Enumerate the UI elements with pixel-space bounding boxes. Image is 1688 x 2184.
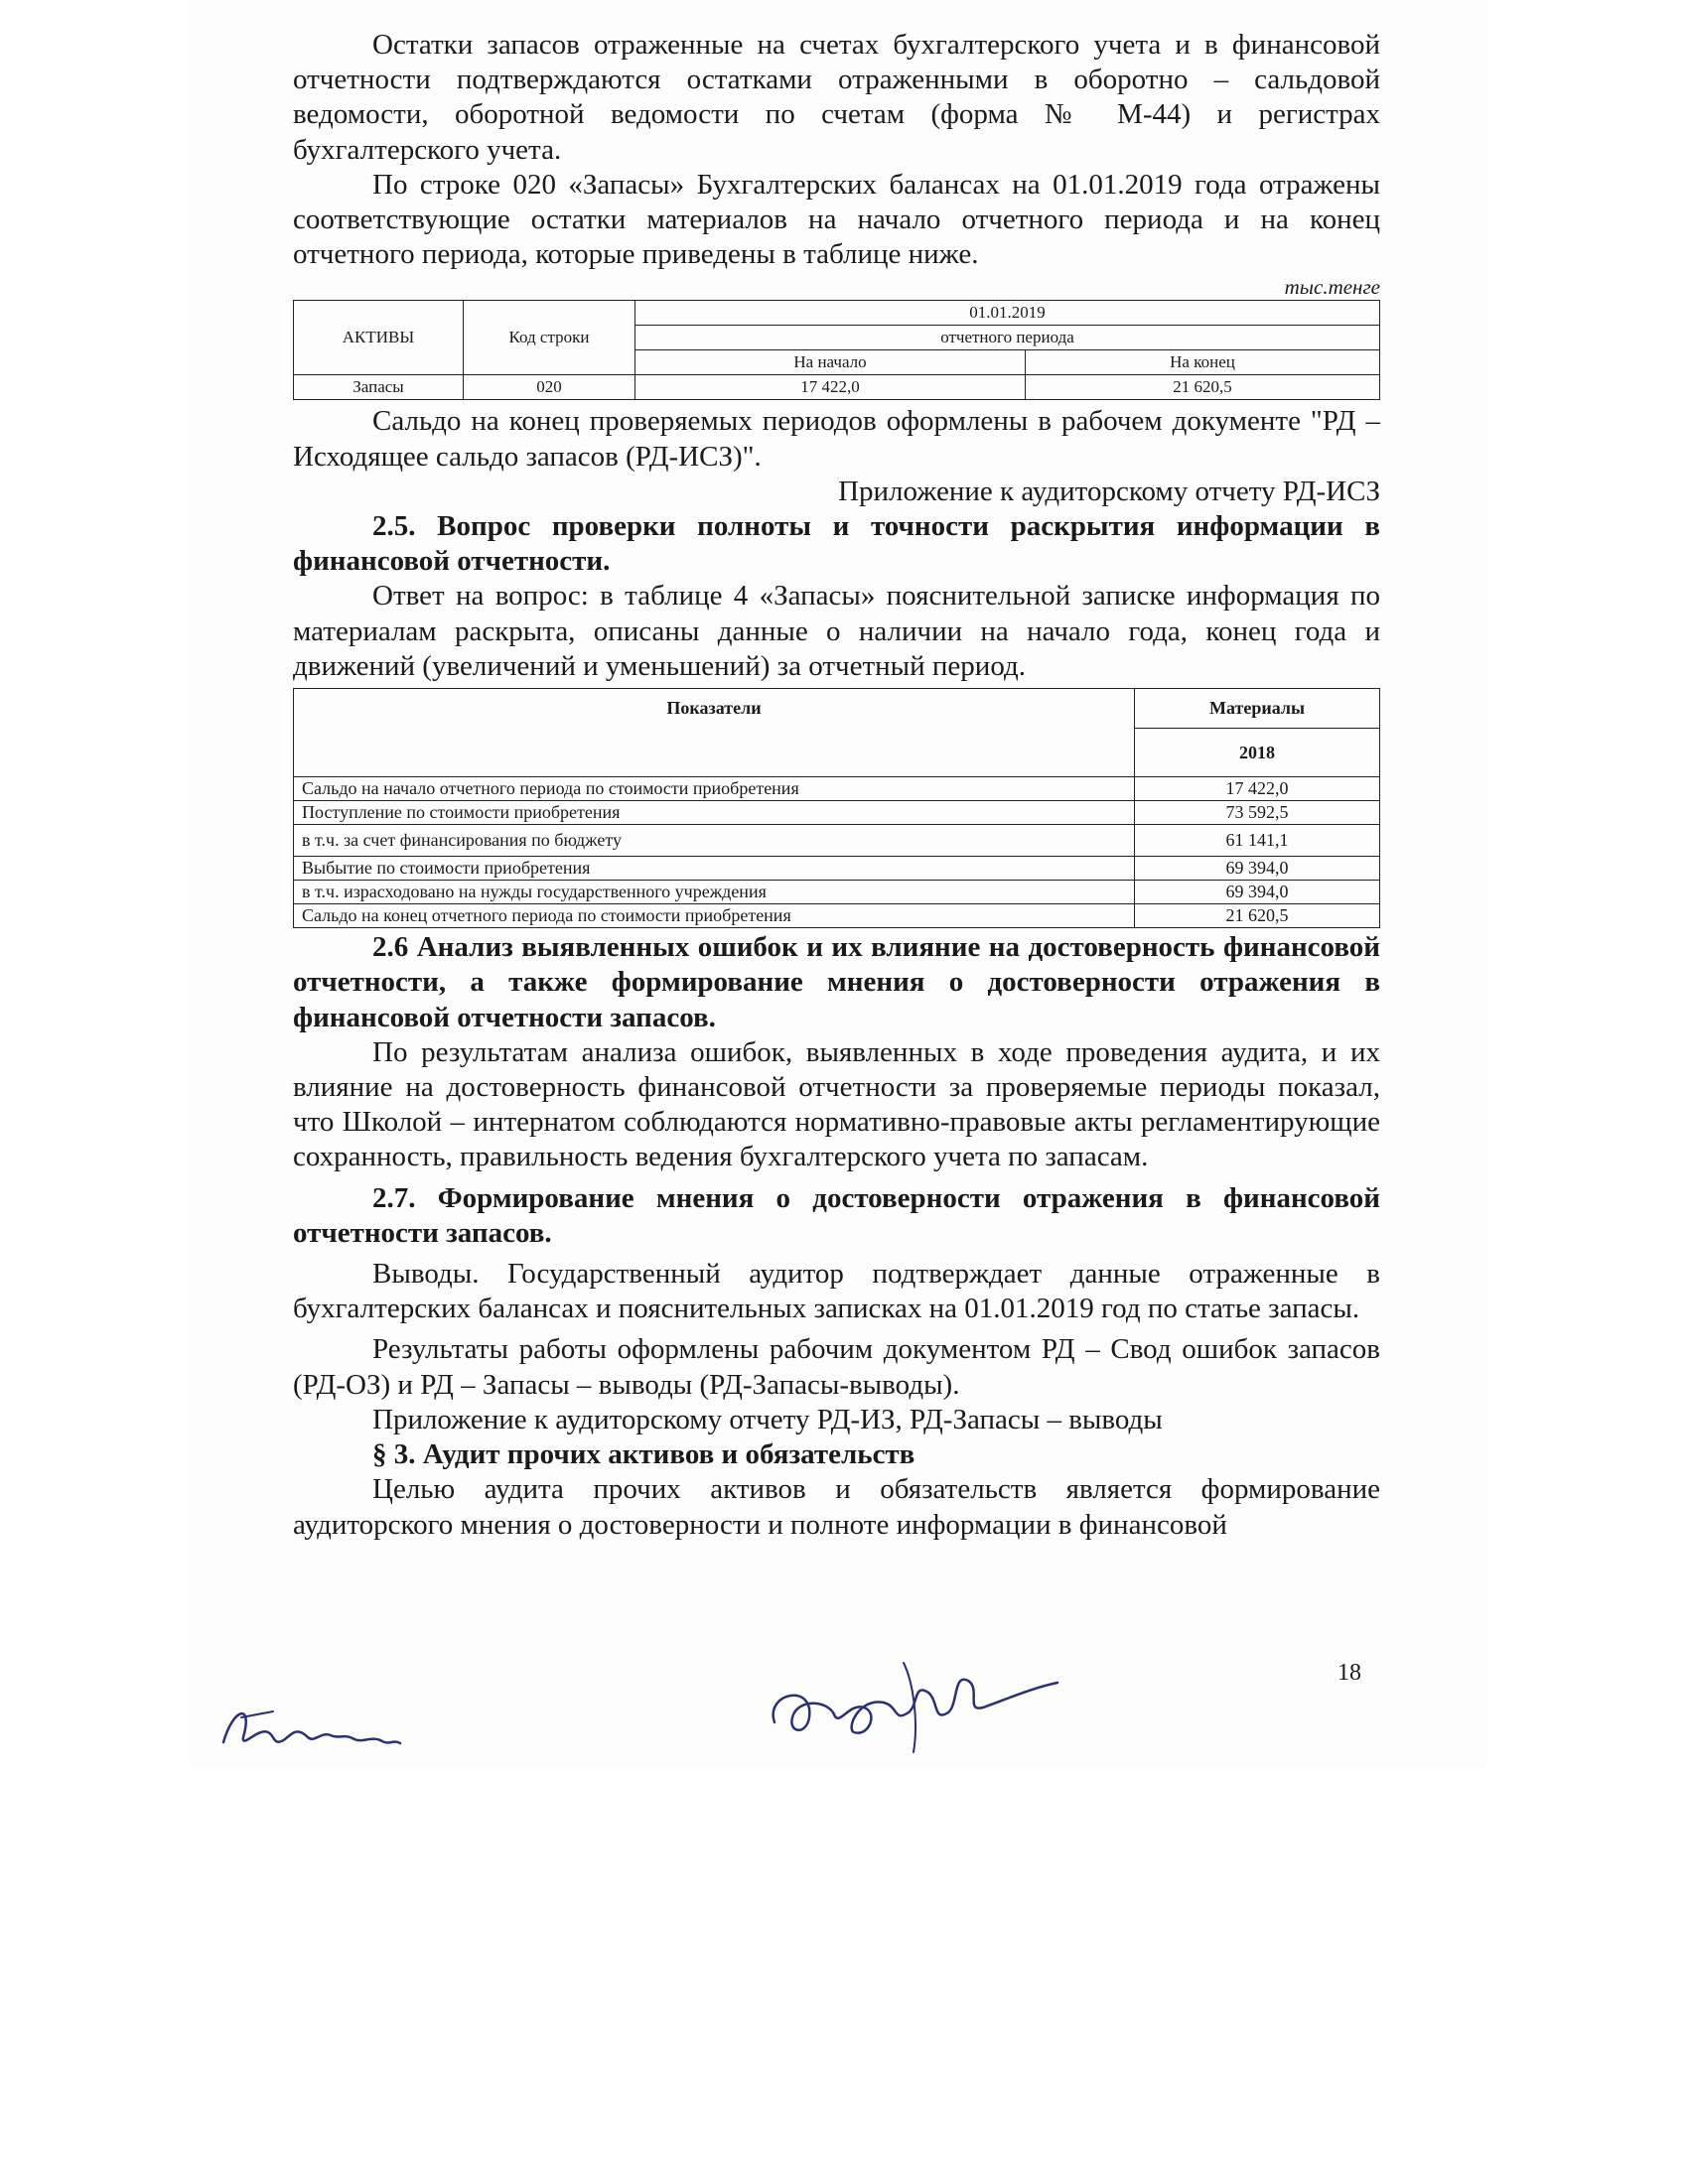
heading-section-3: § 3. Аудит прочих активов и обязательств <box>372 1438 915 1471</box>
row-label: в т.ч. за счет финансирования по бюджету <box>294 825 1135 857</box>
header-period: отчетного периода <box>635 326 1380 350</box>
row-value: 17 422,0 <box>1135 777 1380 801</box>
unit-label: тыс.тенге <box>1284 275 1380 300</box>
paragraph-answer: Ответ на вопрос: в таблице 4 «Запасы» пояснительной записке информация по материалам раскрыта, описаны данные о наличии на начало года, конец года и движений (увеличений и уменьшений) за отчетный период. <box>293 580 1380 682</box>
heading-2-5: 2.5. Вопрос проверки полноты и точности раскрытия информации в финансовой отчетности. <box>293 510 1380 578</box>
row-value: 61 141,1 <box>1135 825 1380 857</box>
paragraph-results: Результаты работы оформлены рабочим документом РД – Свод ошибок запасов (РД-ОЗ) и РД – Запасы – выводы (РД-Запасы-выводы). <box>293 1333 1380 1401</box>
paragraph-errors-analysis: По результатам анализа ошибок, выявленных в ходе проведения аудита, и их влияние на достоверность финансовой отчетности за проверяемые периоды показал, что Школой – интернатом соблюдаются нормативно-правовые акты регламентирующие сохранность, правильность ведения бухгалтерского учета по запасам. <box>293 1035 1380 1173</box>
row-label: Сальдо на конец отчетного периода по стоимости приобретения <box>294 904 1135 928</box>
materials-table <box>293 688 1380 928</box>
table-row <box>294 881 1380 904</box>
paragraph-conclusions: Выводы. Государственный аудитор подтверждает данные отраженные в бухгалтерских балансах и пояснительных записках на 01.01.2019 год по статье запасы. <box>293 1258 1380 1325</box>
balance-table <box>293 300 1380 400</box>
cell-name: Запасы <box>294 375 464 400</box>
paragraph-stock-balances: Остатки запасов отраженные на счетах бухгалтерского учета и в финансовой отчетности подтверждаются остатками отраженными в оборотно – сальдовой ведомости, оборотной ведомости по счетам (форма № М-44) и регистрах бухгалтерского учета. <box>293 29 1380 166</box>
table-row <box>294 375 1380 400</box>
paragraph-other-assets: Целью аудита прочих активов и обязательств является формирование аудиторского мнения о достоверности и полноте информации в финансовой <box>293 1473 1380 1541</box>
header-date: 01.01.2019 <box>635 301 1380 326</box>
cell-start: 17 422,0 <box>635 375 1026 400</box>
header-materials: Материалы <box>1135 689 1380 729</box>
row-value: 21 620,5 <box>1135 904 1380 928</box>
left-signature-icon <box>213 1688 412 1767</box>
row-label: Выбытие по стоимости приобретения <box>294 857 1135 881</box>
heading-2-7: 2.7. Формирование мнения о достоверности отражения в финансовой отчетности запасов. <box>293 1181 1380 1249</box>
cell-end: 21 620,5 <box>1026 375 1380 400</box>
row-label: в т.ч. израсходовано на нужды государственного учреждения <box>294 881 1135 904</box>
header-start: На начало <box>635 350 1026 375</box>
table-row <box>294 904 1380 928</box>
row-value: 73 592,5 <box>1135 801 1380 825</box>
document-page <box>293 28 1380 1543</box>
table-row <box>294 801 1380 825</box>
header-end: На конец <box>1026 350 1380 375</box>
header-indicators: Показатели <box>294 689 1135 777</box>
header-code: Код строки <box>464 301 635 375</box>
paragraph-line-020: По строке 020 «Запасы» Бухгалтерских балансах на 01.01.2019 года отражены соответствующие остатки материалов на начало отчетного периода и на конец отчетного периода, которые приведены в таблице ниже. <box>293 168 1380 271</box>
appendix-rd-isz: Приложение к аудиторскому отчету РД-ИСЗ <box>838 475 1380 507</box>
paragraph-saldo: Сальдо на конец проверяемых периодов оформлены в рабочем документе "РД – Исходящее сальдо запасов (РД-ИСЗ)". <box>293 405 1380 473</box>
right-signature-icon <box>755 1643 1072 1762</box>
appendix-rd-iz: Приложение к аудиторскому отчету РД-ИЗ, РД-Запасы – выводы <box>372 1403 1163 1435</box>
table-row <box>294 857 1380 881</box>
row-value: 69 394,0 <box>1135 857 1380 881</box>
header-year: 2018 <box>1135 729 1380 777</box>
row-label: Сальдо на начало отчетного периода по стоимости приобретения <box>294 777 1135 801</box>
table-row <box>294 825 1380 857</box>
cell-code: 020 <box>464 375 635 400</box>
heading-2-6: 2.6 Анализ выявленных ошибок и их влияние на достоверность финансовой отчетности, а также формирование мнения о достоверности отражения в финансовой отчетности запасов. <box>293 931 1380 1033</box>
table-row <box>294 777 1380 801</box>
page-number: 18 <box>1337 1660 1361 1686</box>
row-value: 69 394,0 <box>1135 881 1380 904</box>
header-assets: АКТИВЫ <box>294 301 464 375</box>
row-label: Поступление по стоимости приобретения <box>294 801 1135 825</box>
